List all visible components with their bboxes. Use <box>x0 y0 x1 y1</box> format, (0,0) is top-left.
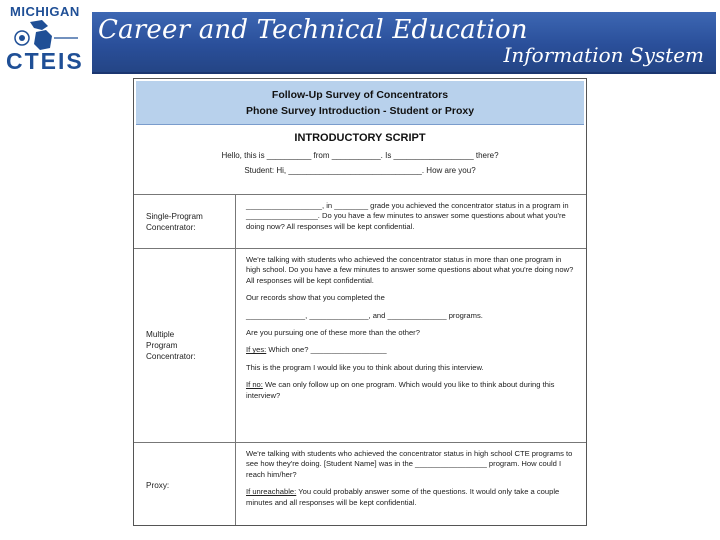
multiple-label-line-3: Concentrator: <box>146 352 196 361</box>
document-subtitle: Phone Survey Introduction - Student or Proxy <box>245 105 475 117</box>
cteis-logo <box>4 2 90 74</box>
if-unreachable-text: You could probably answer some of the questions. It would only take a couple minutes and all responses will be kept confidential. <box>246 487 560 507</box>
intro-line-2: Student: Hi, ______________________________. How are you? <box>244 166 476 175</box>
multiple-paragraph-3: ______________, ______________, and ______________ programs. <box>246 310 483 320</box>
proxy-label-text: Proxy: <box>146 480 170 490</box>
proxy-label <box>134 443 236 526</box>
michigan-map-icon <box>12 18 82 52</box>
multiple-program-row <box>134 249 586 443</box>
if-unreachable-label: If unreachable: <box>246 487 297 497</box>
intro-section <box>134 127 586 195</box>
intro-heading: INTRODUCTORY SCRIPT <box>294 132 426 144</box>
banner-title: Career and Technical Education <box>98 15 528 45</box>
header-banner <box>92 12 716 74</box>
single-program-text <box>236 195 586 248</box>
if-no-label: If no: <box>246 380 263 390</box>
logo-michigan-text: MICHIGAN <box>10 4 80 19</box>
logo-cteis-text: CTEIS <box>6 48 84 74</box>
intro-line-1: Hello, this is __________ from ___________. Is __________________ there? <box>221 151 499 160</box>
multiple-paragraph-7 <box>246 380 576 401</box>
multiple-paragraph-2: Our records show that you completed the <box>246 293 385 303</box>
multiple-program-text <box>236 249 586 442</box>
multiple-paragraph-1: We're talking with students who achieved the concentrator status in more than one program in high school. Do you have a few minutes to answer some questions about what you're doing now? All responses will be kept confidential. <box>246 255 574 285</box>
banner-subtitle: Information System <box>503 43 704 67</box>
multiple-paragraph-4: Are you pursuing one of these more than the other? <box>246 328 420 338</box>
single-label-line-2: Concentrator: <box>146 222 196 232</box>
single-label-line-1: Single-Program <box>146 211 203 221</box>
multiple-label-line-1: Multiple <box>146 330 175 339</box>
proxy-row <box>134 443 586 526</box>
single-program-paragraph: __________________, in ________ grade you achieved the concentrator status in a program in _________________. Do you have a few minutes to answer some questions about what you're doing now? All responses will be kept confidential. <box>246 201 569 231</box>
proxy-paragraph-1: We're talking with students who achieved the concentrator status in high school CTE programs to see how they're doing. [Student Name] was in the _________________ program. How could I reach him/her? <box>246 449 573 479</box>
if-yes-label: If yes: <box>246 345 267 355</box>
multiple-paragraph-5 <box>246 345 576 355</box>
single-program-row <box>134 195 586 249</box>
if-yes-text: Which one? __________________ <box>266 345 387 355</box>
proxy-paragraph-2 <box>246 487 576 508</box>
survey-document <box>133 78 587 526</box>
document-header <box>136 81 584 125</box>
if-no-text: We can only follow up on one program. Which would you like to think about during this interview? <box>246 380 555 400</box>
multiple-label-line-2: Program <box>146 341 178 350</box>
single-program-label <box>134 195 236 248</box>
document-title: Follow-Up Survey of Concentrators <box>271 89 449 101</box>
proxy-text <box>236 443 586 526</box>
multiple-program-label <box>134 249 236 442</box>
multiple-paragraph-6: This is the program I would like you to think about during this interview. <box>246 362 484 372</box>
